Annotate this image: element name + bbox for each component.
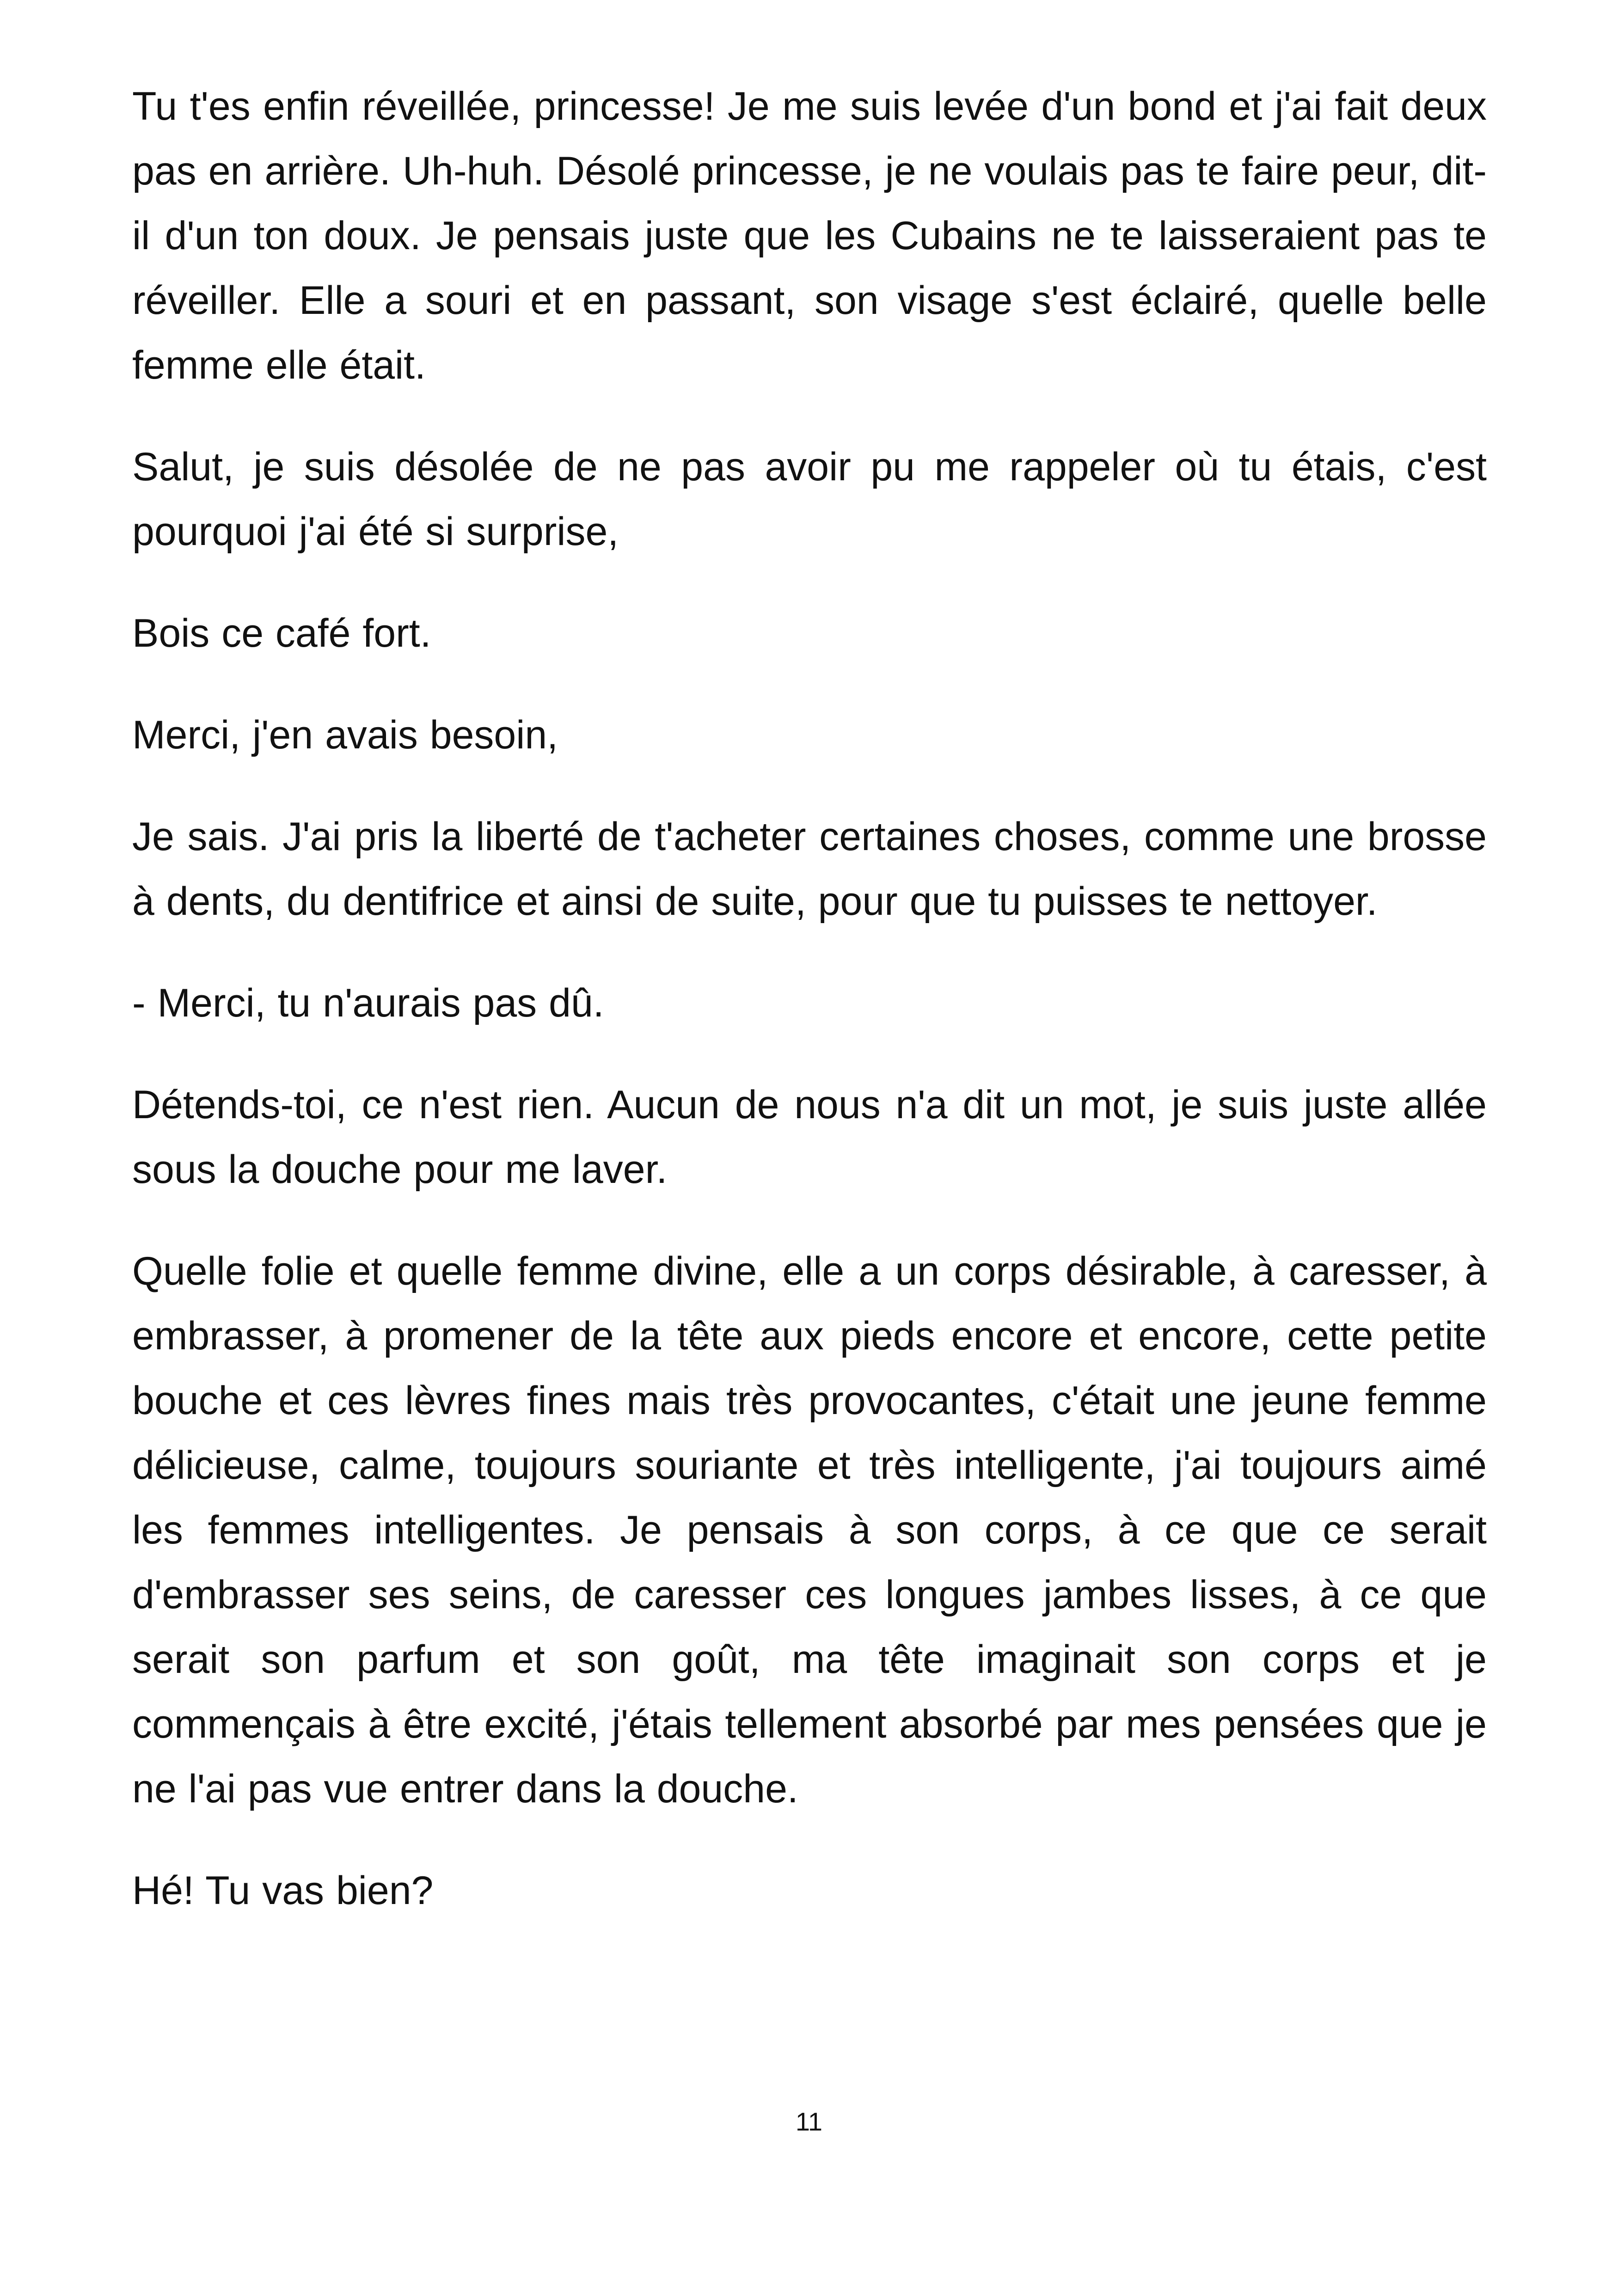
paragraph: Salut, je suis désolée de ne pas avoir pu me rappeler où tu étais, c'est pourquoi j'ai été si surprise,	[132, 445, 1487, 554]
paragraph: - Merci, tu n'aurais pas dû.	[132, 981, 604, 1025]
paragraph: Quelle folie et quelle femme divine, elle a un corps désirable, à caresser, à embrasser, à promener de la tête aux pieds encore et encore, cette petite bouche et ces lèvres fines mais très provocantes, c'était une jeune femme délicieuse, calme, toujours souriante et très intelligente, j'ai toujours aimé les femmes intelligentes. Je pensais à son corps, à ce que ce serait d'embrasser ses seins, de caresser ces longues jambes lisses, à ce que serait son parfum et son goût, ma tête imaginait son corps et je commençais à être excité, j'étais tellement absorbé par mes pensées que je ne l'ai pas vue entrer dans la douche.	[132, 1249, 1487, 1811]
paragraph: Merci, j'en avais besoin,	[132, 713, 558, 757]
paragraph: Tu t'es enfin réveillée, princesse! Je me suis levée d'un bond et j'ai fait deux pas en arrière. Uh-huh. Désolé princesse, je ne voulais pas te faire peur, dit-il d'un ton doux. Je pensais juste que les Cubains ne te laisseraient pas te réveiller. Elle a souri et en passant, son visage s'est éclairé, quelle belle femme elle était.	[132, 84, 1487, 387]
paragraph: Bois ce café fort.	[132, 611, 431, 655]
page-number: 11	[795, 2107, 823, 2136]
paragraph: Je sais. J'ai pris la liberté de t'acheter certaines choses, comme une brosse à dents, du dentifrice et ainsi de suite, pour que tu puisses te nettoyer.	[132, 814, 1487, 924]
paragraph: Détends-toi, ce n'est rien. Aucun de nous n'a dit un mot, je suis juste allée sous la douche pour me laver.	[132, 1083, 1487, 1192]
paragraph: Hé! Tu vas bien?	[132, 1868, 434, 1913]
body-text	[132, 74, 1487, 1960]
